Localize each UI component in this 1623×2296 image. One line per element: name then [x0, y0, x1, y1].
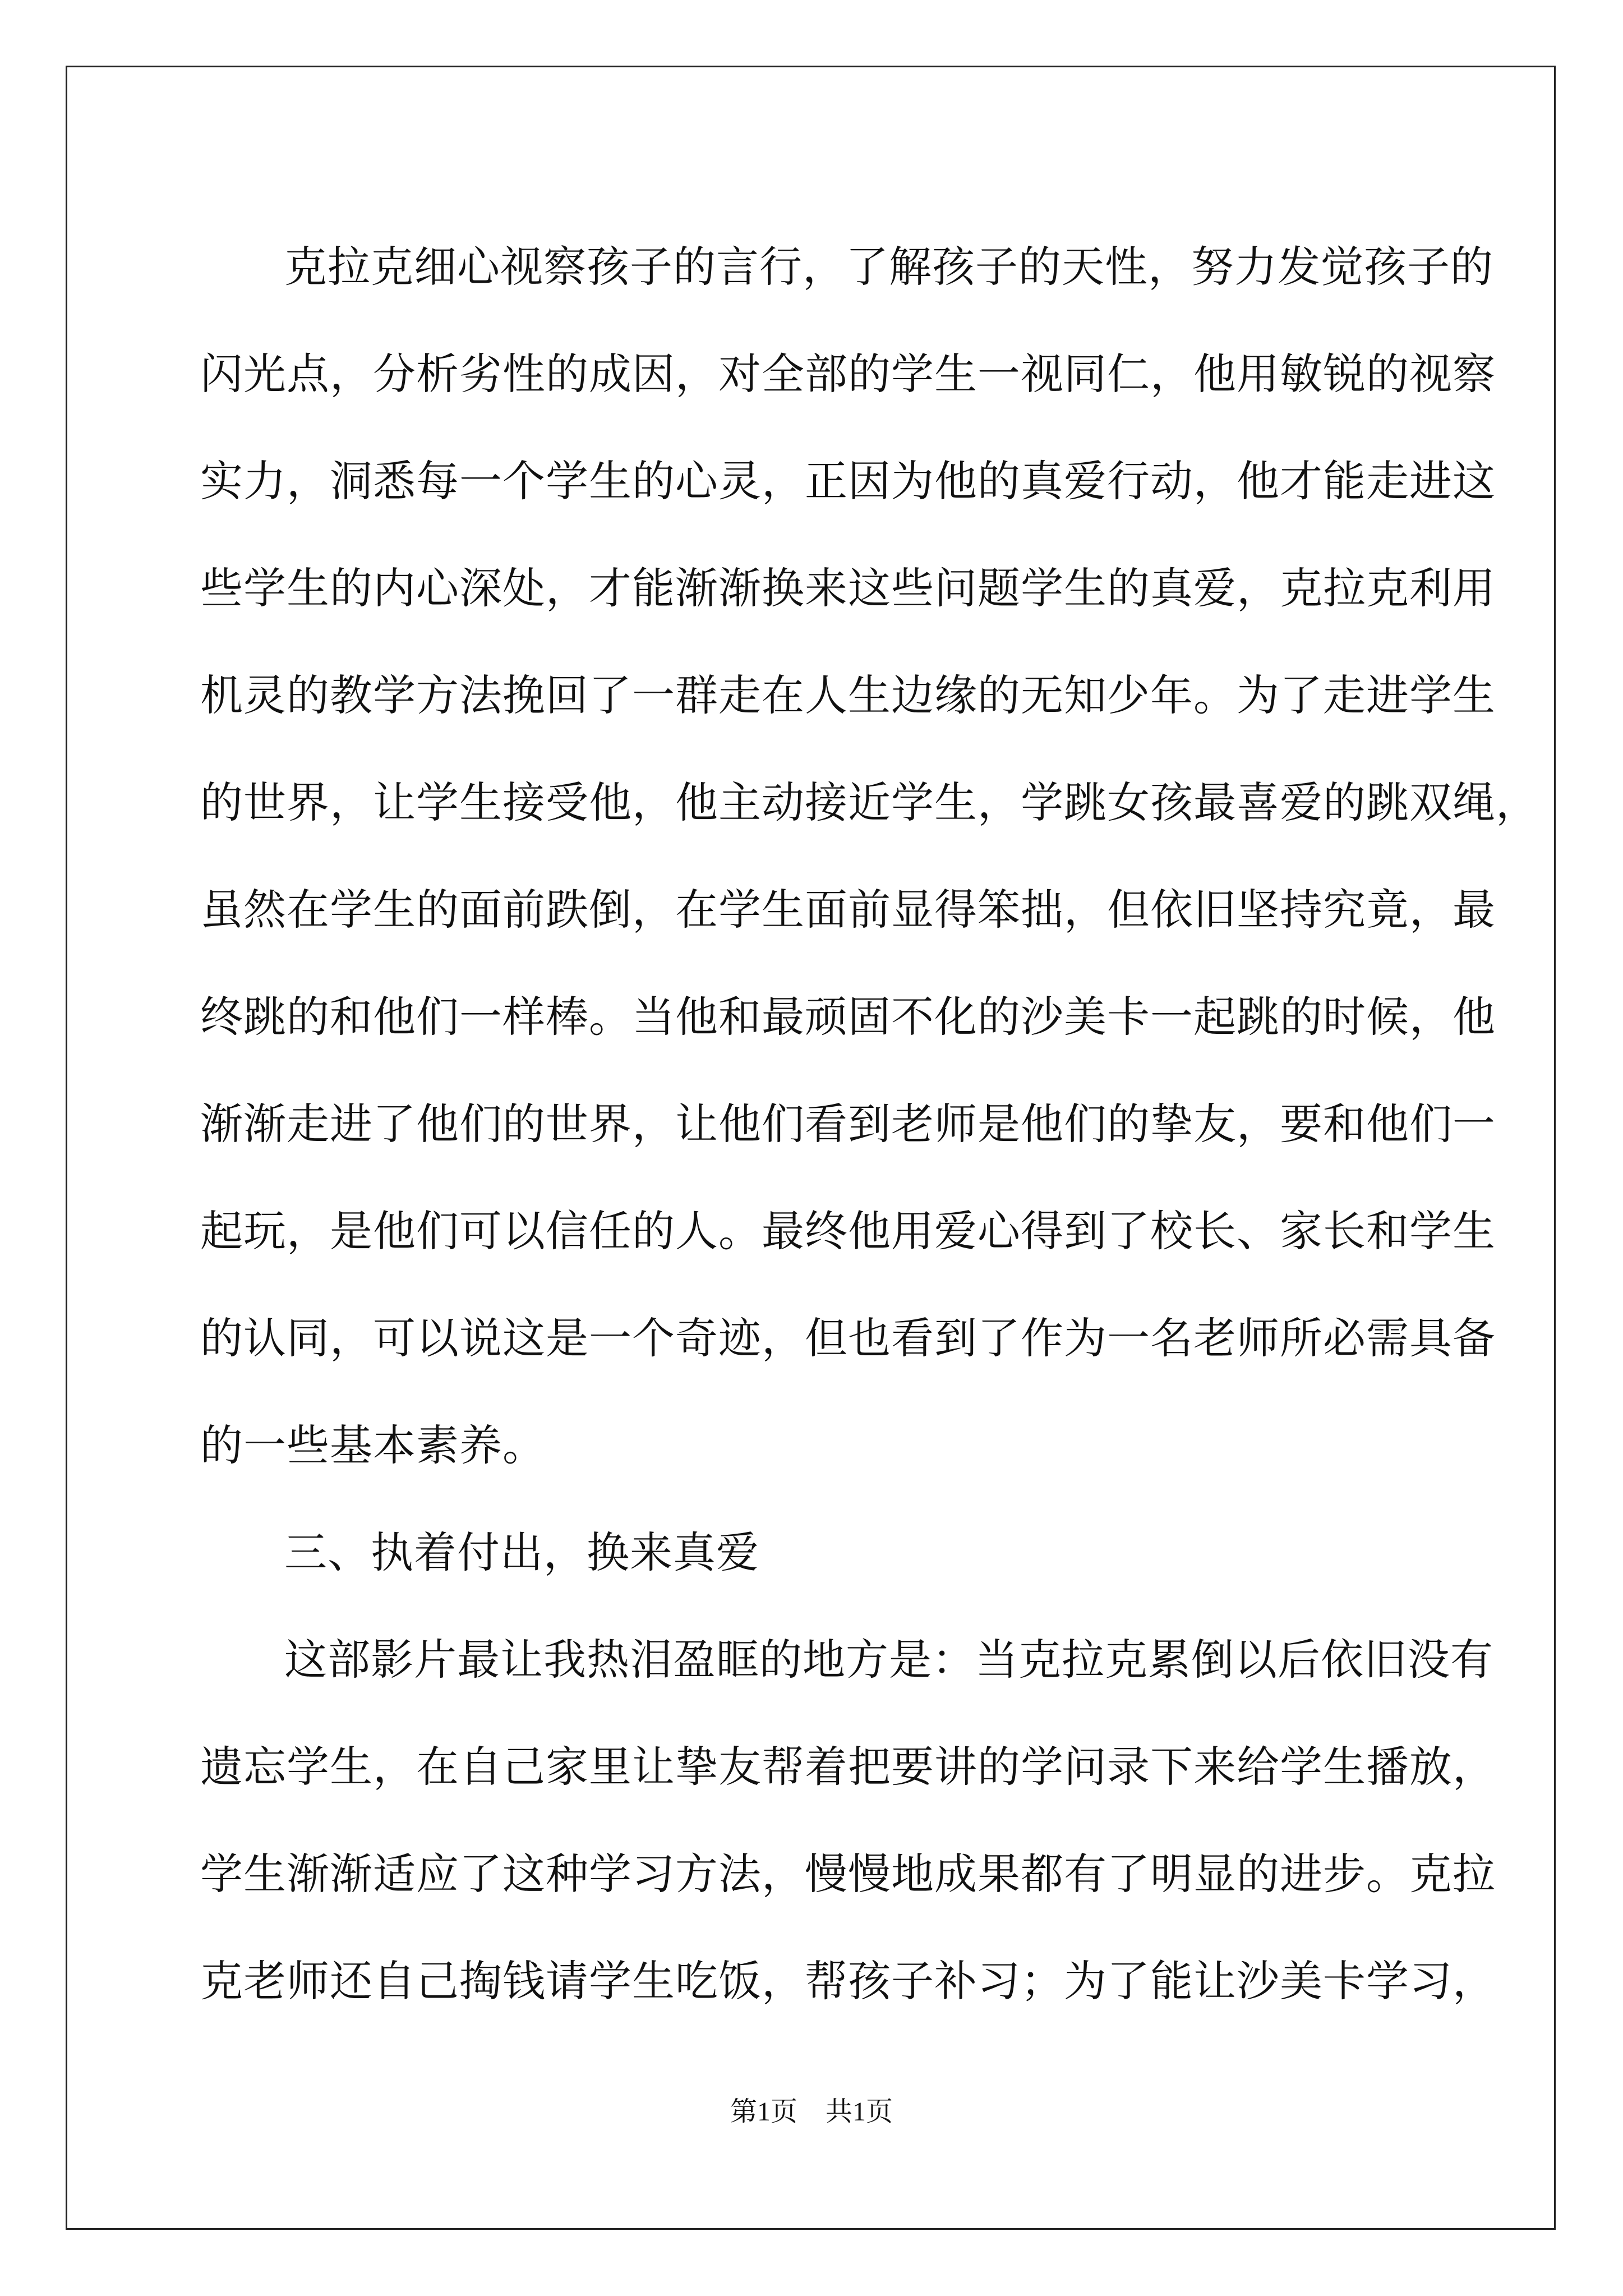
text-line: 的一些基本素养。 — [200, 1420, 546, 1470]
text-line: 终跳的和他们一样棒。当他和最顽固不化的沙美卡一起跳的时候，他 — [200, 992, 1496, 1042]
text-line: 虽然在学生的面前跌倒，在学生面前显得笨拙，但依旧坚持究竟，最 — [200, 885, 1496, 935]
text-line: 些学生的内心深处，才能渐渐换来这些问题学生的真爱，克拉克利用 — [200, 563, 1496, 613]
text-line: 机灵的教学方法挽回了一群走在人生边缘的无知少年。为了走进学生 — [200, 670, 1496, 720]
text-line: 遗忘学生，在自己家里让挚友帮着把要讲的学问录下来给学生播放， — [200, 1742, 1496, 1792]
page-total: 共1页 — [826, 2097, 893, 2127]
text-line: 这部影片最让我热泪盈眶的地方是：当克拉克累倒以后依旧没有 — [284, 1635, 1493, 1685]
text-line: 的世界，让学生接受他，他主动接近学生，学跳女孩最喜爱的跳双绳， — [200, 777, 1539, 827]
page-number: 第1页 — [730, 2097, 797, 2127]
text-line: 克老师还自己掏钱请学生吃饭，帮孩子补习；为了能让沙美卡学习， — [200, 1956, 1496, 2006]
text-line: 的认同，可以说这是一个奇迹，但也看到了作为一名老师所必需具备 — [200, 1313, 1496, 1363]
text-line: 闪光点，分析劣性的成因，对全部的学生一视同仁，他用敏锐的视察 — [200, 349, 1496, 399]
document-body — [200, 213, 1539, 2035]
text-line: 学生渐渐适应了这种学习方法，慢慢地成果都有了明显的进步。克拉 — [200, 1849, 1496, 1899]
text-line: 实力，洞悉每一个学生的心灵，正因为他的真爱行动，他才能走进这 — [200, 456, 1496, 506]
text-line: 克拉克细心视察孩子的言行，了解孩子的天性，努力发觉孩子的 — [284, 242, 1493, 292]
text-line: 起玩，是他们可以信任的人。最终他用爱心得到了校长、家长和学生 — [200, 1206, 1496, 1256]
page-footer — [0, 2095, 1623, 2129]
section-heading: 三、执着付出，换来真爱 — [284, 1527, 759, 1577]
text-line: 渐渐走进了他们的世界，让他们看到老师是他们的挚友，要和他们一 — [200, 1099, 1496, 1149]
